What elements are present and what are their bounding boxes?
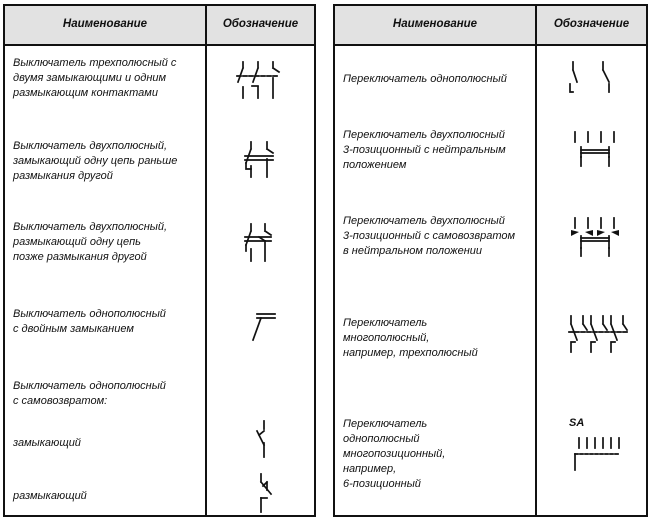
header-symbol: Обозначение xyxy=(553,18,630,30)
row-label: Переключатель однополюсный xyxy=(343,73,507,85)
row-label: Выключатель однополюсный с двойным замыканием xyxy=(13,308,166,335)
row-label: размыкающий xyxy=(13,490,87,502)
row-label: Переключатель двухполюсный 3-позиционный с нейтральным положением xyxy=(343,129,506,171)
left-table-header xyxy=(5,6,314,46)
changeover-2pole-3pos-return-icon xyxy=(569,214,623,262)
multiposition-6pos-icon xyxy=(569,416,629,472)
changeover-2pole-3pos-neutral-icon xyxy=(569,128,621,170)
changeover-multipole-icon xyxy=(567,312,633,356)
spring-return-no-icon xyxy=(251,419,275,463)
switch-3pole-2no-1nc-icon xyxy=(235,58,285,103)
header-name: Наименование xyxy=(62,18,148,30)
row-label: Переключатель двухполюсный 3-позиционный с самовозвратом в нейтральном положении xyxy=(343,215,516,257)
row-label: Переключатель однополюсный многопозиционный, например, 6-позиционный xyxy=(343,418,446,490)
header-name: Наименование xyxy=(392,18,478,30)
row-label: Выключатель однополюсный с самовозвратом: xyxy=(13,380,166,407)
right-table-header xyxy=(335,6,646,46)
switch-1pole-double-make-icon xyxy=(247,306,281,344)
column-divider xyxy=(205,6,207,515)
right-symbol-table xyxy=(333,4,648,517)
symbol-designation: SA xyxy=(569,417,585,429)
switch-2pole-make-before-break-icon xyxy=(243,139,283,181)
spring-return-nc-icon xyxy=(251,472,279,516)
row-label: Переключатель многополюсный, например, трехполюсный xyxy=(343,317,478,359)
switch-2pole-break-after-icon xyxy=(243,221,283,265)
changeover-1pole-icon xyxy=(565,58,615,98)
row-label: Выключатель двухполюсный, размыкающий одну цепь позже размыкания другой xyxy=(13,221,168,263)
row-label: замыкающий xyxy=(13,437,81,449)
header-symbol: Обозначение xyxy=(222,18,299,30)
column-divider xyxy=(535,6,537,515)
left-symbol-table xyxy=(3,4,316,517)
row-label: Выключатель трехполюсный с двумя замыкающими и одним размыкающим контактами xyxy=(13,57,177,99)
row-label: Выключатель двухполюсный, замыкающий одну цепь раньше размыкания другой xyxy=(13,140,178,182)
